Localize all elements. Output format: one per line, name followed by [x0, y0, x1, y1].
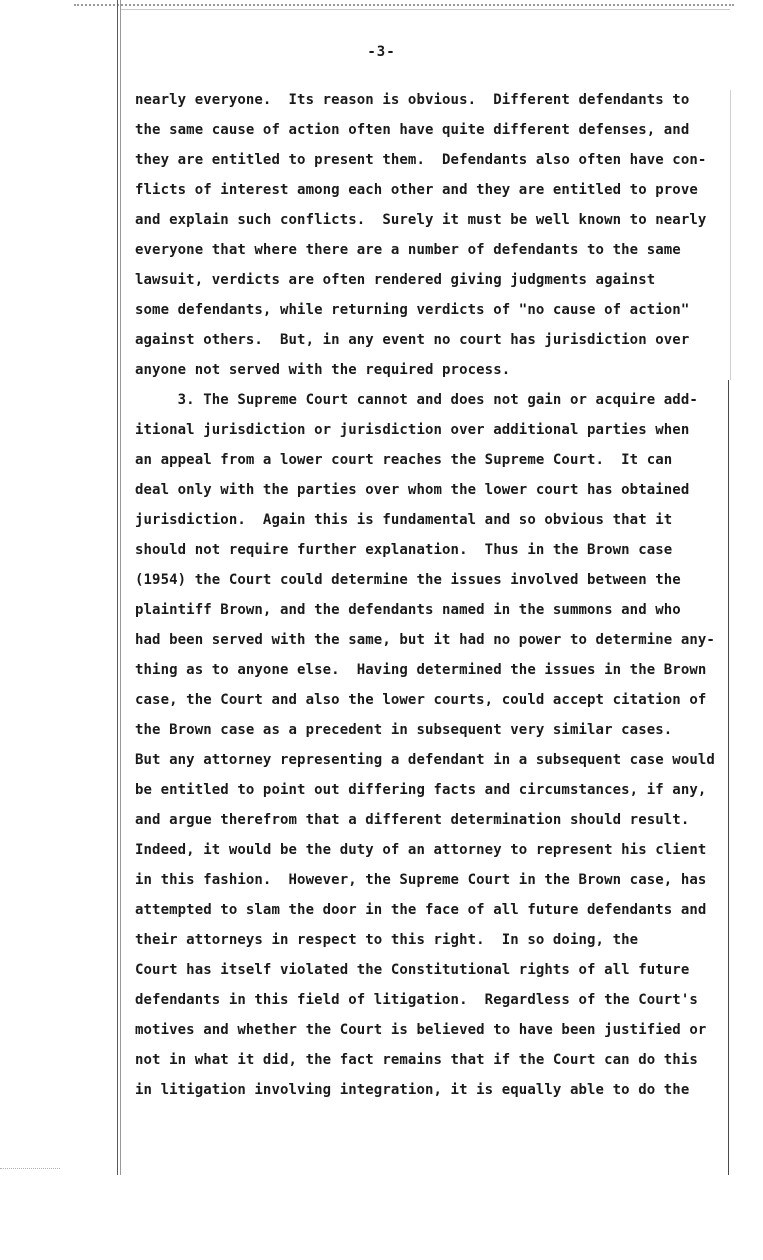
text-line: an appeal from a lower court reaches the Supreme Court. It can: [135, 452, 673, 468]
text-line: the Brown case as a precedent in subsequent very similar cases.: [135, 722, 673, 738]
text-line: case, the Court and also the lower courts, could accept citation of: [135, 692, 707, 708]
text-line: 3. The Supreme Court cannot and does not gain or acquire add-: [135, 392, 698, 408]
text-line: should not require further explanation. Thus in the Brown case: [135, 542, 673, 558]
text-line: in litigation involving integration, it is equally able to do the: [135, 1082, 690, 1098]
text-line: jurisdiction. Again this is fundamental and so obvious that it: [135, 512, 673, 528]
text-line: nearly everyone. Its reason is obvious. Different defendants to: [135, 92, 690, 108]
text-line: lawsuit, verdicts are often rendered giving judgments against: [135, 272, 656, 288]
page-number: -3-: [367, 44, 396, 60]
text-line: and argue therefrom that a different determination should result.: [135, 812, 690, 828]
text-line: and explain such conflicts. Surely it must be well known to nearly: [135, 212, 707, 228]
text-line: But any attorney representing a defendant in a subsequent case would: [135, 752, 715, 768]
text-line: thing as to anyone else. Having determined the issues in the Brown: [135, 662, 707, 678]
text-line: Court has itself violated the Constitutional rights of all future: [135, 962, 690, 978]
text-line: they are entitled to present them. Defendants also often have con-: [135, 152, 707, 168]
text-line: Indeed, it would be the duty of an attorney to represent his client: [135, 842, 707, 858]
text-line: had been served with the same, but it had no power to determine any-: [135, 632, 715, 648]
text-line: everyone that where there are a number of defendants to the same: [135, 242, 681, 258]
text-line: their attorneys in respect to this right. In so doing, the: [135, 932, 639, 948]
text-line: motives and whether the Court is believed to have been justified or: [135, 1022, 707, 1038]
text-line: attempted to slam the door in the face of all future defendants and: [135, 902, 707, 918]
text-line: defendants in this field of litigation. Regardless of the Court's: [135, 992, 698, 1008]
text-line: deal only with the parties over whom the lower court has obtained: [135, 482, 690, 498]
text-line: itional jurisdiction or jurisdiction over additional parties when: [135, 422, 690, 438]
text-line: some defendants, while returning verdicts of "no cause of action": [135, 302, 690, 318]
text-line: be entitled to point out differing facts and circumstances, if any,: [135, 782, 707, 798]
text-line: in this fashion. However, the Supreme Court in the Brown case, has: [135, 872, 707, 888]
text-line: the same cause of action often have quite different defenses, and: [135, 122, 690, 138]
text-line: plaintiff Brown, and the defendants named in the summons and who: [135, 602, 681, 618]
text-line: flicts of interest among each other and they are entitled to prove: [135, 182, 698, 198]
text-line: (1954) the Court could determine the issues involved between the: [135, 572, 681, 588]
text-line: not in what it did, the fact remains that if the Court can do this: [135, 1052, 698, 1068]
text-line: against others. But, in any event no court has jurisdiction over: [135, 332, 690, 348]
text-line: anyone not served with the required process.: [135, 362, 511, 378]
